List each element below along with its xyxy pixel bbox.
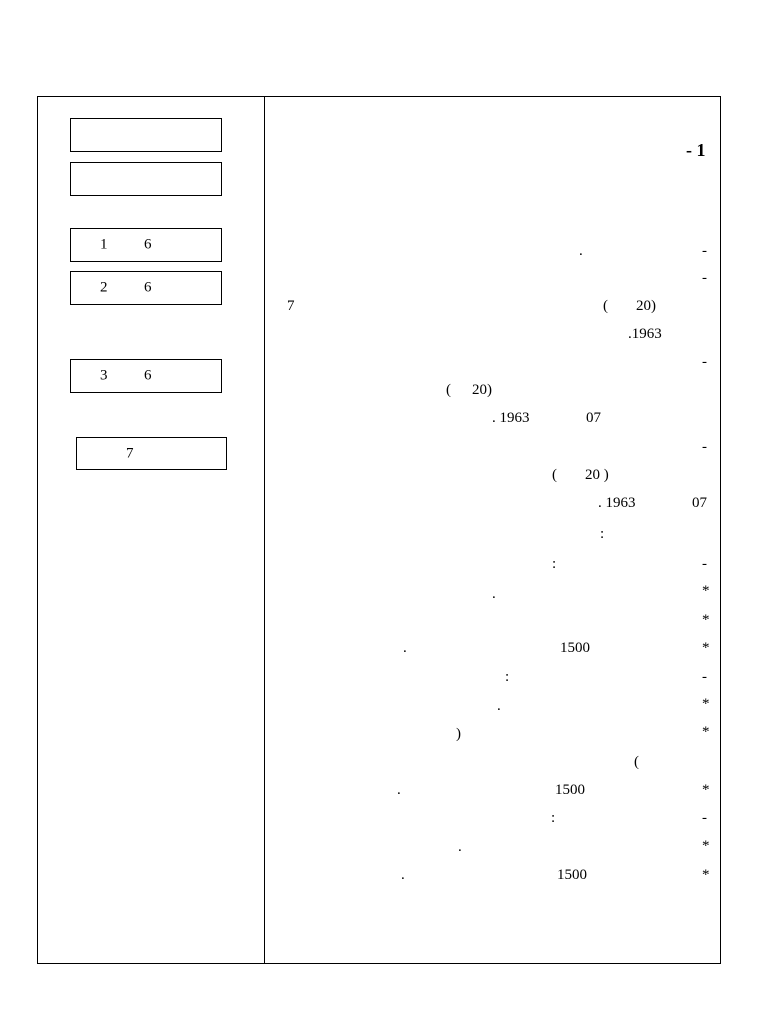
line16-colon: :: [505, 669, 510, 685]
line10-day: 07: [692, 495, 707, 511]
line15-star: *: [702, 640, 710, 656]
section-heading: - 1: [686, 140, 706, 160]
sidebar-box-3-6: [70, 359, 222, 393]
line05-dash: -: [702, 354, 707, 370]
line13-star: *: [702, 583, 710, 599]
line02-dash: -: [702, 270, 707, 286]
line03-seven: 7: [287, 298, 295, 314]
line01-dash: -: [702, 243, 707, 259]
line07-year: . 1963: [492, 410, 530, 426]
line18-star: *: [702, 724, 710, 740]
sidebar-box-2-6-num-a: 2: [100, 279, 108, 296]
sidebar-box-2-6-num-b: 6: [144, 279, 152, 296]
line03-paren-open: (: [603, 298, 608, 314]
line12-colon: :: [552, 556, 557, 572]
line15-dot: .: [403, 640, 407, 656]
line13-dot: .: [492, 586, 496, 602]
sidebar-box-7: [76, 437, 227, 470]
line06-paren-open: (: [446, 382, 451, 398]
sidebar-box-7-num: 7: [126, 445, 134, 461]
sidebar-box-1-6-num-b: 6: [144, 236, 152, 253]
line11-colon: :: [600, 526, 605, 542]
sidebar-box-b: [70, 162, 222, 196]
line12-dash: -: [702, 556, 707, 572]
line20-amount: 1500: [555, 782, 585, 798]
line17-star: *: [702, 696, 710, 712]
line22-dot: .: [458, 839, 462, 855]
line06-twenty: 20): [472, 382, 492, 398]
column-divider: [264, 96, 265, 964]
line17-dot: .: [497, 698, 501, 714]
line09-twenty: 20 ): [585, 467, 609, 483]
line04-year: .1963: [628, 326, 662, 342]
line20-star: *: [702, 782, 710, 798]
line15-amount: 1500: [560, 640, 590, 656]
line03-twenty: 20): [636, 298, 656, 314]
line18-paren: ): [456, 726, 461, 742]
line23-amount: 1500: [557, 867, 587, 883]
sidebar-box-1-6: [70, 228, 222, 262]
line19-paren: (: [634, 754, 639, 770]
line21-colon: :: [551, 810, 556, 826]
sidebar-box-3-6-num-b: 6: [144, 367, 152, 384]
line23-dot: .: [401, 867, 405, 883]
line01-dot: .: [579, 243, 583, 259]
line23-star: *: [702, 867, 710, 883]
line07-day: 07: [586, 410, 601, 426]
sidebar-box-3-6-num-a: 3: [100, 367, 108, 384]
sidebar-box-2-6: [70, 271, 222, 305]
line08-dash: -: [702, 439, 707, 455]
sidebar-box-1-6-num-a: 1: [100, 236, 108, 253]
line21-dash: -: [702, 810, 707, 826]
line22-star: *: [702, 838, 710, 854]
line20-dot: .: [397, 782, 401, 798]
sidebar-box-a: [70, 118, 222, 152]
line09-paren-open: (: [552, 467, 557, 483]
line10-year: . 1963: [598, 495, 636, 511]
page-frame: [37, 96, 721, 964]
line16-dash: -: [702, 669, 707, 685]
line14-star: *: [702, 612, 710, 628]
